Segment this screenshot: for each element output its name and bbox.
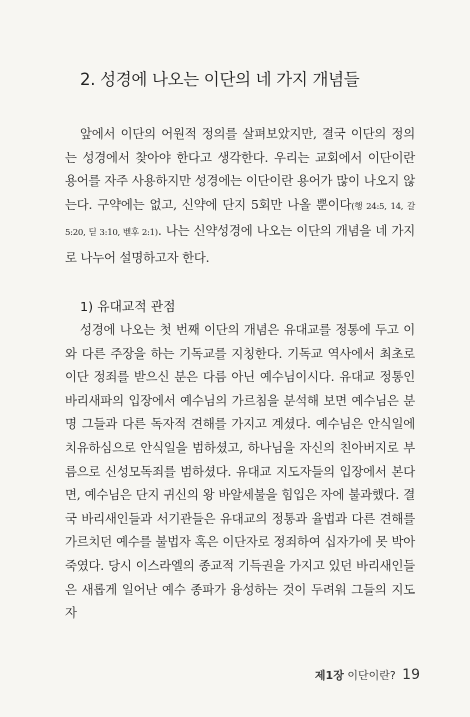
paragraph-intro — [65, 122, 415, 270]
paragraph-jewish-perspective: 성경에 나오는 첫 번째 이단의 개념은 유대교를 정통에 두고 이와 다른 주장을 하는 기독교를 지칭한다. 기독교 역사에서 최초로 이단 정죄를 받으신 분은 다름 아닌 예수님이시다. 유대교 정통인 바리새파의 입장에서 예수님의 가르침을 분석해 보면 예수님은 분명 그들과 다른 독자적 견해를 가지고 계셨다. 예수님은 안식일에 치유하심으로 안식일을 범하셨고, 하나님을 자신의 친아버지로 부름으로 신성모독죄를 범하셨다. 유대교 지도자들의 입장에서 본다면, 예수님은 단지 귀신의 왕 바알세불을 힘입은 자에 불과했다. 결국 바리새인들과 서기관들은 유대교의 정통과 율법과 다른 견해를 가르치던 예수를 불법자 혹은 이단자로 정죄하여 십자가에 못 박아 죽였다. 당시 이스라엘의 종교적 기득권을 가지고 있던 바리새인들은 새롭게 일어난 예수 종파가 융성하는 것이 두려워 그들의 지도자 — [65, 322, 415, 621]
section-title: 2. 성경에 나오는 이단의 네 가지 개념들 — [80, 70, 360, 89]
page-number: 19 — [402, 667, 420, 683]
paragraph-intro-text-a: 앞에서 이단의 어원적 정의를 살펴보았지만, 결국 이단의 정의는 성경에서 찾아야 한다고 생각한다. 우리는 교회에서 이단이란 용어를 자주 사용하지만 성경에는 이단이란 용어가 많이 나오지 않는다. 구약에는 없고, 신약에 단지 5회만 나올 뿐이다 — [65, 126, 415, 212]
footer-chapter: 제1장 — [314, 669, 344, 682]
scripture-references: (행 24:5, 14, 갈 5:20, 딛 3:10, 벧후 2:1) — [65, 201, 416, 239]
paragraph-intro-text-b: . 나는 신약성경에 나오는 이단의 개념을 네 가지로 나누어 설명하고자 한다. — [65, 223, 415, 265]
subsection-title: 1) 유대교적 관점 — [80, 300, 176, 315]
page-footer — [315, 667, 420, 683]
footer-chapter-title: 이단이란? — [347, 669, 396, 682]
